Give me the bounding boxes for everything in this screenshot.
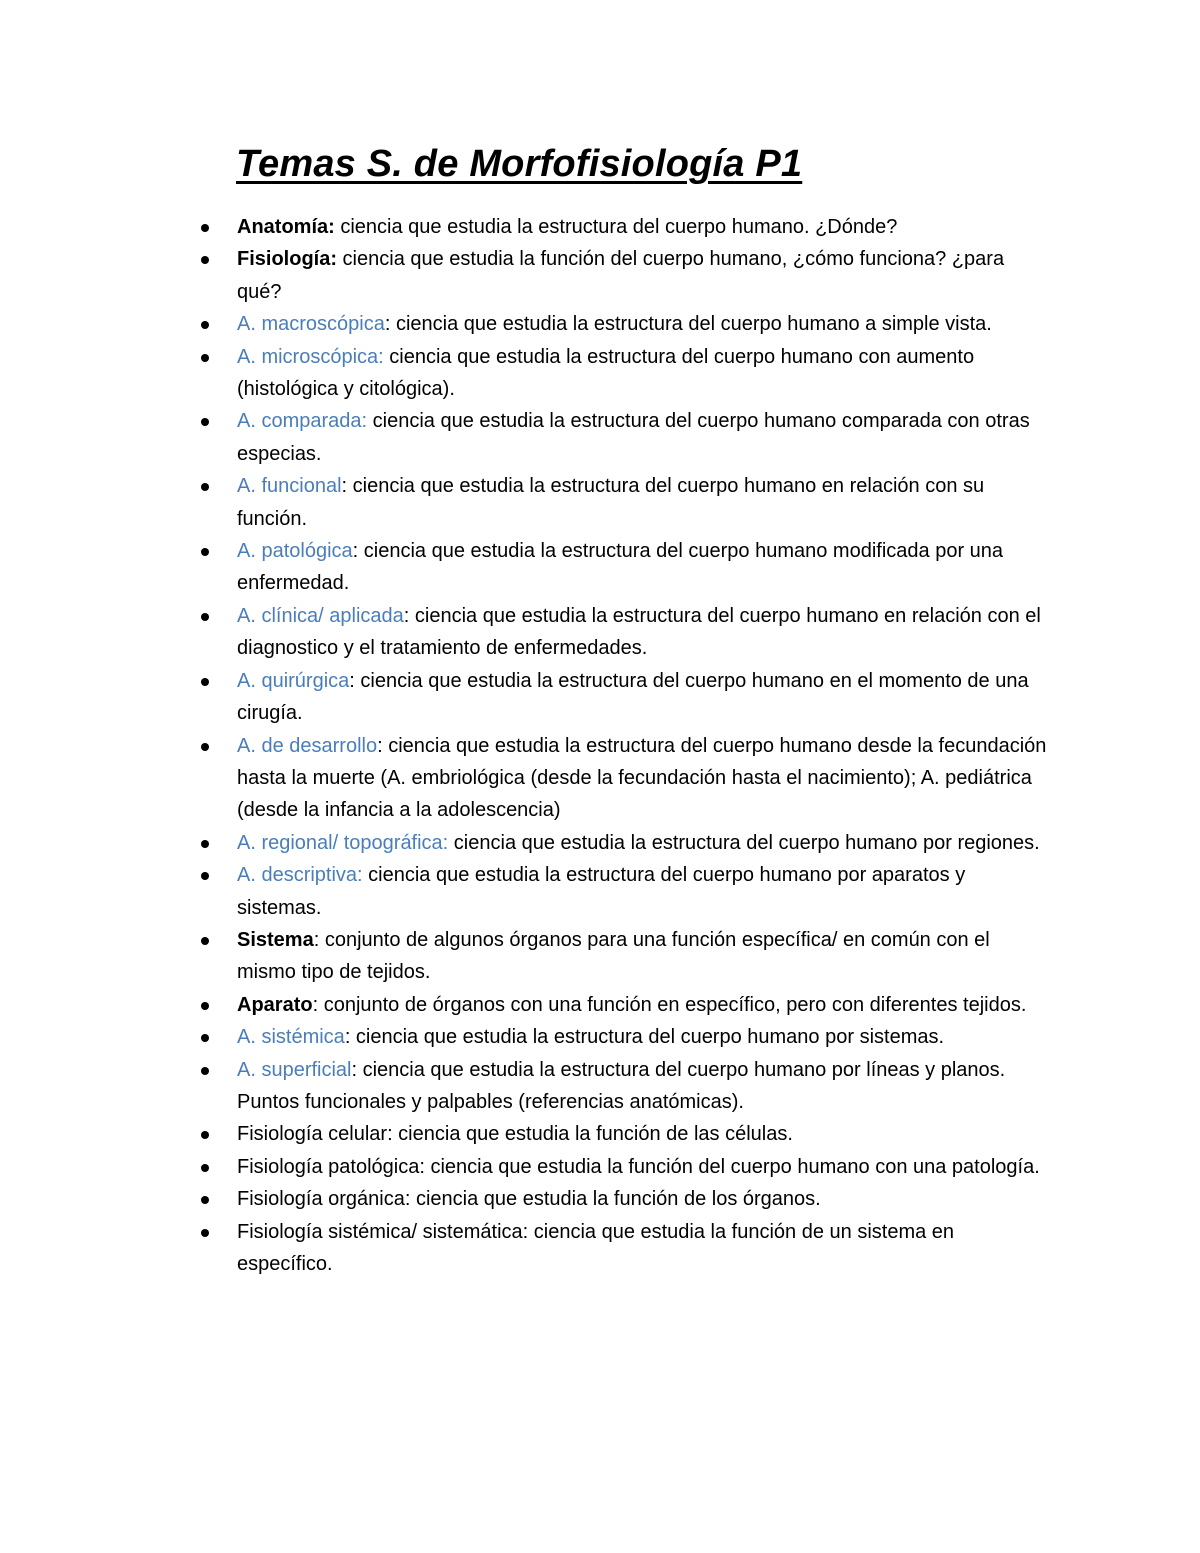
bullet-icon xyxy=(201,354,209,362)
item-term: A. microscópica: xyxy=(237,345,384,368)
list-item xyxy=(198,1118,1048,1150)
item-definition: ciencia que estudia la estructura del cuerpo humano con aumento (histológica y citológica). xyxy=(237,345,975,401)
bullet-icon xyxy=(201,840,209,848)
item-definition: ciencia que estudia la estructura del cuerpo humano comparada con otras especias. xyxy=(237,410,1030,465)
item-term: A. regional/ topográfica: xyxy=(237,831,449,854)
list-item xyxy=(198,989,1048,1021)
bullet-icon xyxy=(201,1164,209,1172)
bullet-icon xyxy=(201,743,209,751)
bullet-icon xyxy=(201,1067,209,1075)
list-item xyxy=(198,1151,1048,1183)
item-definition: : ciencia que estudia la estructura del cuerpo humano modificada por una enfermedad. xyxy=(237,540,1004,595)
item-definition: : ciencia que estudia la estructura del cuerpo humano desde la fecundación hasta la muerte (A. embriológica (desde la fecundación hasta el nacimiento); A. pediátrica (desde la infancia a la adolescencia) xyxy=(237,734,1047,822)
item-definition: : ciencia que estudia la estructura del cuerpo humano a simple vista. xyxy=(384,313,992,336)
item-definition: : conjunto de algunos órganos para una función específica/ en común con el mismo tipo de tejidos. xyxy=(237,928,990,984)
item-term: A. patológica xyxy=(237,540,353,563)
bullet-icon xyxy=(201,1034,209,1042)
item-term: Anatomía: xyxy=(237,216,335,238)
list-item xyxy=(198,859,1048,924)
bullet-icon xyxy=(201,256,209,264)
list-item xyxy=(198,730,1048,827)
item-term: A. clínica/ aplicada xyxy=(237,604,404,627)
bullet-icon xyxy=(201,1196,209,1204)
list-item xyxy=(198,535,1048,600)
item-definition: Fisiología orgánica: ciencia que estudia la función de los órganos. xyxy=(237,1188,821,1211)
item-term: A. de desarrollo xyxy=(237,734,378,757)
list-item xyxy=(198,665,1048,730)
list-item xyxy=(198,211,1048,243)
bullet-icon xyxy=(201,613,209,621)
item-term: Sistema xyxy=(237,928,314,951)
item-definition: : ciencia que estudia la estructura del cuerpo humano en el momento de una cirugía. xyxy=(237,669,1029,725)
item-definition: : ciencia que estudia la estructura del cuerpo humano en relación con su función. xyxy=(237,475,985,530)
item-definition: : ciencia que estudia la estructura del cuerpo humano por líneas y planos. Puntos funcionales y palpables (referencias anatómicas). xyxy=(237,1058,1006,1113)
item-definition: : ciencia que estudia la estructura del cuerpo humano por sistemas. xyxy=(344,1026,945,1049)
item-definition: : ciencia que estudia la estructura del cuerpo humano en relación con el diagnostico y el tratamiento de enfermedades. xyxy=(237,604,1041,660)
item-definition: : conjunto de órganos con una función en específico, pero con diferentes tejidos. xyxy=(312,993,1027,1016)
list-item xyxy=(198,1183,1048,1215)
document-title: Temas S. de Morfofisiología P1 xyxy=(236,143,803,185)
item-definition: ciencia que estudia la estructura del cuerpo humano por regiones. xyxy=(448,831,1040,854)
bullet-icon xyxy=(201,678,209,686)
item-definition: ciencia que estudia la estructura del cuerpo humano por aparatos y sistemas. xyxy=(237,864,966,919)
list-item xyxy=(198,470,1048,535)
item-term: Aparato xyxy=(237,993,313,1016)
bullet-icon xyxy=(201,483,209,491)
list-item xyxy=(198,1216,1048,1281)
list-item xyxy=(198,827,1048,859)
definition-list xyxy=(198,211,1048,1280)
item-term: Fisiología: xyxy=(237,248,337,271)
item-term: A. descriptiva: xyxy=(237,864,363,887)
bullet-icon xyxy=(201,548,209,556)
item-term: A. macroscópica xyxy=(237,313,385,336)
item-definition: Fisiología sistémica/ sistemática: ciencia que estudia la función de un sistema en específico. xyxy=(237,1220,955,1275)
bullet-icon xyxy=(201,1229,209,1237)
list-item xyxy=(198,600,1048,665)
bullet-icon xyxy=(201,1002,209,1010)
item-term: A. funcional xyxy=(237,475,342,498)
item-term: A. comparada: xyxy=(237,410,368,433)
item-definition: Fisiología celular: ciencia que estudia la función de las células. xyxy=(237,1123,793,1146)
item-definition: Fisiología patológica: ciencia que estudia la función del cuerpo humano con una patología. xyxy=(237,1155,1040,1178)
list-item xyxy=(198,243,1048,308)
list-item xyxy=(198,405,1048,470)
item-definition: ciencia que estudia la función del cuerpo humano, ¿cómo funciona? ¿para qué? xyxy=(237,248,1005,303)
bullet-icon xyxy=(201,321,209,329)
item-term: A. quirúrgica xyxy=(237,669,350,692)
bullet-icon xyxy=(201,872,209,880)
item-term: A. sistémica xyxy=(237,1026,345,1049)
item-definition: ciencia que estudia la estructura del cuerpo humano. ¿Dónde? xyxy=(334,216,898,238)
item-term: A. superficial xyxy=(237,1058,352,1081)
list-item xyxy=(198,1021,1048,1053)
bullet-icon xyxy=(201,1131,209,1139)
bullet-icon xyxy=(201,937,209,945)
bullet-icon xyxy=(201,418,209,426)
list-item xyxy=(198,924,1048,989)
list-item xyxy=(198,1054,1048,1119)
bullet-icon xyxy=(201,224,209,232)
list-item xyxy=(198,341,1048,406)
list-item xyxy=(198,308,1048,340)
